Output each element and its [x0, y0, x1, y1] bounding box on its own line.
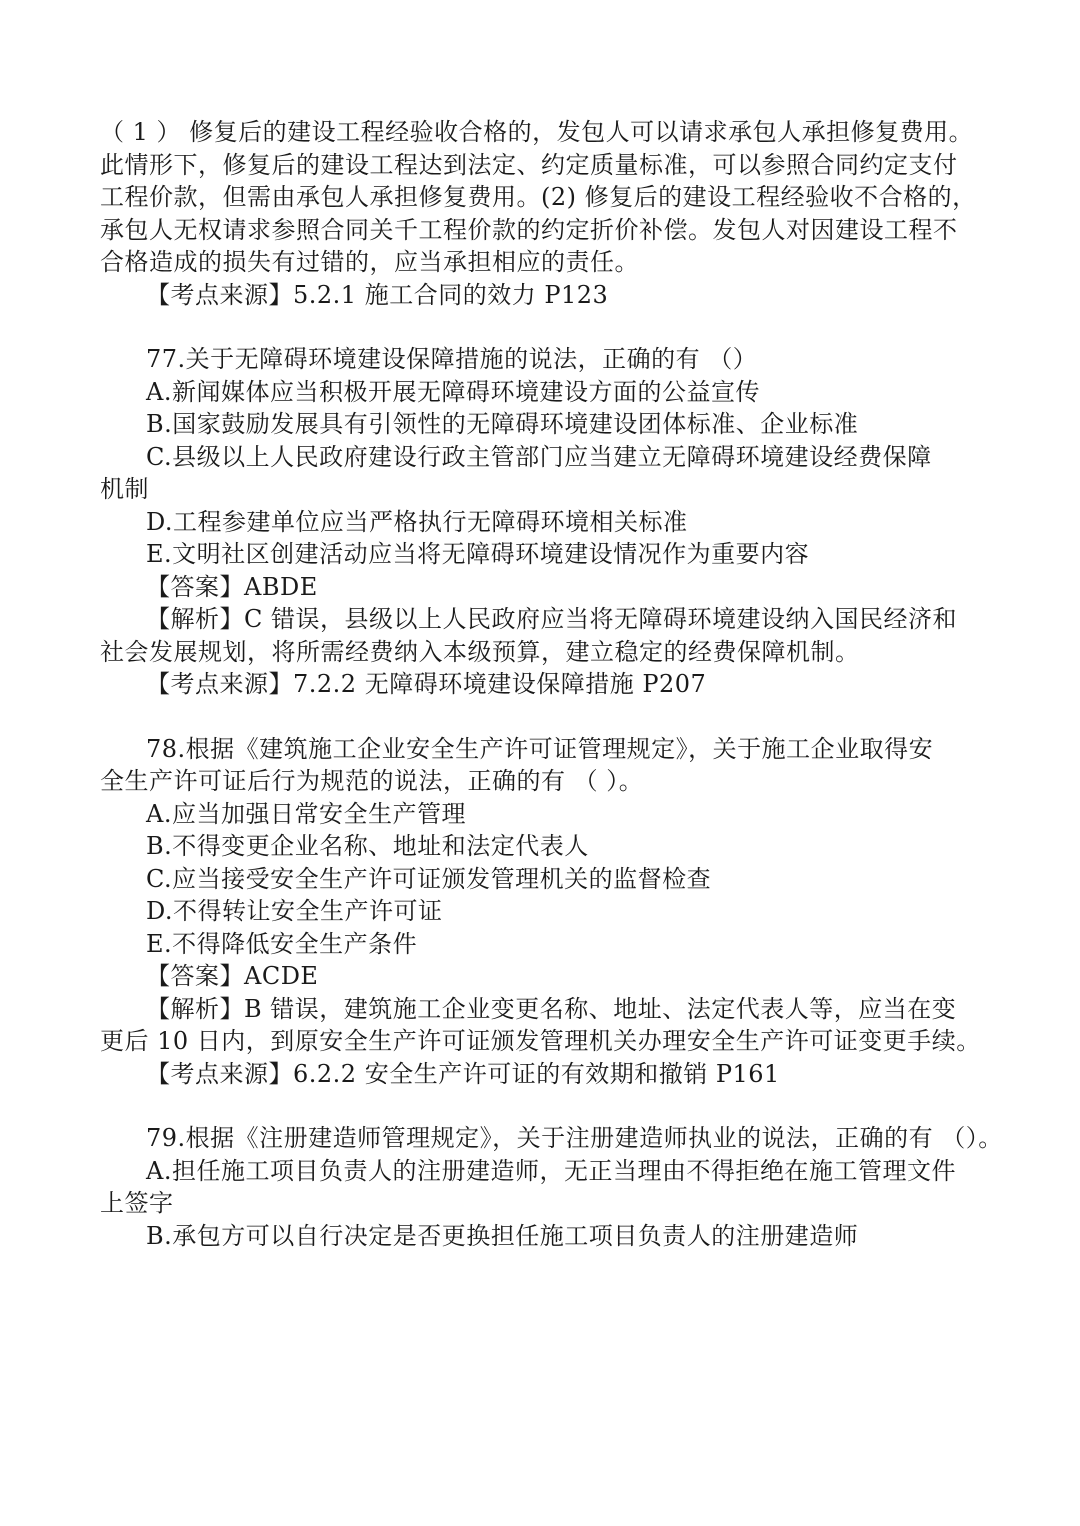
q77-option-c-line-1: C.县级以上人民政府建设行政主管部门应当建立无障碍环境建设经费保障 [146, 442, 932, 471]
q79-option-a-line-1: A.担任施工项目负责人的注册建造师，无正当理由不得拒绝在施工管理文件 [146, 1156, 956, 1185]
q78-analysis-line-2: 更后 10 日内，到原安全生产许可证颁发管理机关办理安全生产许可证变更手续。 [100, 1027, 981, 1055]
q77-analysis-line-1: 【解析】C 错误，县级以上人民政府应当将无障碍环境建设纳入国民经济和 [146, 605, 957, 633]
intro-line-1: （ 1 ） 修复后的建设工程经验收合格的，发包人可以请求承包人承担修复费用。 [100, 118, 974, 146]
q78-answer: 【答案】ACDE [146, 962, 319, 990]
q77-question: 77.关于无障碍环境建设保障措施的说法，正确的有 （） [146, 345, 758, 373]
q77-option-e: E.文明社区创建活动应当将无障碍环境建设情况作为重要内容 [146, 540, 810, 568]
q78-option-b: B.不得变更企业名称、地址和法定代表人 [146, 832, 589, 860]
q77-option-c-line-2: 机制 [100, 475, 149, 503]
intro-line-3: 工程价款，但需由承包人承担修复费用。(2) 修复后的建设工程经验收不合格的， [100, 183, 977, 211]
q78-option-e: E.不得降低安全生产条件 [146, 929, 418, 958]
q79-option-b: B.承包方可以自行决定是否更换担任施工项目负责人的注册建造师 [146, 1221, 859, 1250]
spacer [100, 701, 990, 733]
q77-option-d: D.工程参建单位应当严格执行无障碍环境相关标准 [146, 507, 688, 536]
q77-option-b: B.国家鼓励发展具有引领性的无障碍环境建设团体标准、企业标准 [146, 410, 859, 438]
q77-analysis-line-2: 社会发展规划，将所需经费纳入本级预算，建立稳定的经费保障机制。 [100, 637, 860, 666]
intro-line-4: 承包人无权请求参照合同关千工程价款的约定折价补偿。发包人对因建设工程不 [100, 215, 958, 244]
q78-source: 【考点来源】6.2.2 安全生产许可证的有效期和撤销 P161 [146, 1059, 780, 1088]
q77-answer: 【答案】ABDE [146, 572, 318, 601]
q78-option-a: A.应当加强日常安全生产管理 [146, 799, 466, 828]
intro-source: 【考点来源】5.2.1 施工合同的效力 P123 [146, 280, 609, 309]
q77-source: 【考点来源】7.2.2 无障碍环境建设保障措施 P207 [146, 670, 707, 698]
q78-option-c: C.应当接受安全生产许可证颁发管理机关的监督检查 [146, 864, 712, 893]
document-body [100, 116, 1003, 1252]
q79-question: 79.根据《注册建造师管理规定》，关于注册建造师执业的说法，正确的有 （）。 [146, 1124, 1003, 1152]
q78-question-line-2: 全生产许可证后行为规范的说法，正确的有 （ ）。 [100, 767, 644, 795]
q77-option-a: A.新闻媒体应当积极开展无障碍环境建设方面的公益宣传 [146, 377, 760, 406]
q79-option-a-line-2: 上签字 [100, 1189, 174, 1217]
intro-line-2: 此情形下，修复后的建设工程达到法定、约定质量标准，可以参照合同约定支付 [100, 150, 958, 179]
q78-option-d: D.不得转让安全生产许可证 [146, 897, 443, 925]
spacer [100, 1090, 990, 1122]
q78-analysis-line-1: 【解析】B 错误，建筑施工企业变更名称、地址、法定代表人等，应当在变 [146, 994, 957, 1023]
q78-question-line-1: 78.根据《建筑施工企业安全生产许可证管理规定》，关于施工企业取得安 [146, 734, 934, 763]
spacer [100, 311, 990, 343]
intro-line-5: 合格造成的损失有过错的，应当承担相应的责任。 [100, 248, 639, 276]
